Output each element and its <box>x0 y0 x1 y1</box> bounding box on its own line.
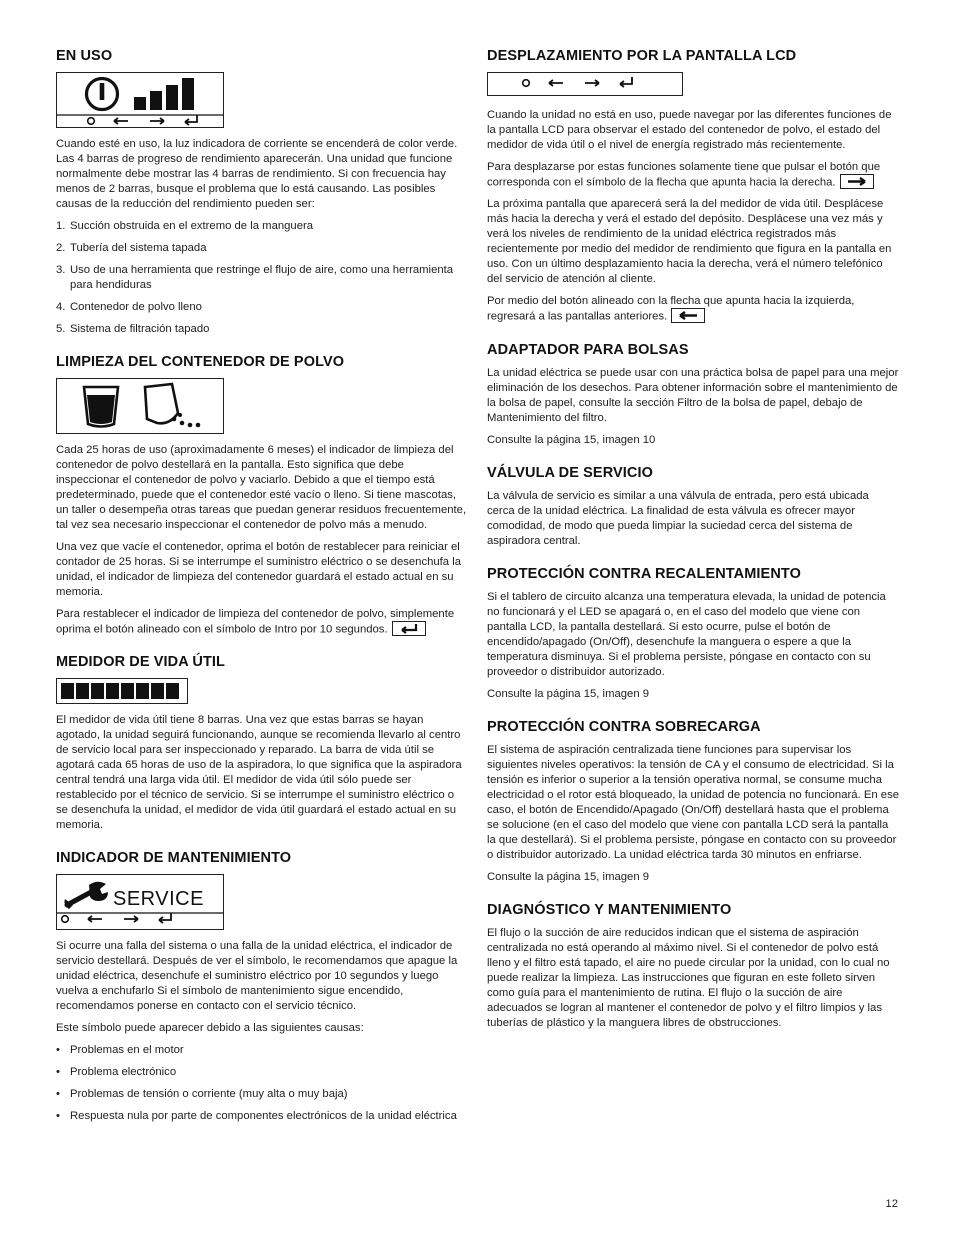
paragraph: Si ocurre una falla del sistema o una falla de la unidad eléctrica, el indicador de servicio destellará. Después de ver el símbolo, le recomendamos que apague la unidad eléctrica, desenchufe el suministro eléctrico por 10 segundos y luego vuelva a enchufarlo Si el símbolo de mantenimiento sigue encendido, recomendamos ponerse en contacto con el servicio técnico. <box>56 940 458 1013</box>
paragraph: La unidad eléctrica se puede usar con una práctica bolsa de papel para una mejor eliminación de los desechos. Para obtener información sobre el mantenimiento de la bolsa de papel, consulte la sección Filtro de la bolsa de papel, debajo de Mantenimiento del filtro. <box>487 366 899 424</box>
life-meter-bars-icon <box>57 679 187 703</box>
section-title: EN USO <box>56 48 113 64</box>
nav-keys-icon <box>523 77 632 87</box>
dust-container-full-icon <box>84 387 118 427</box>
list-item: 4. Contenedor de polvo lleno <box>56 301 202 313</box>
section-title: MEDIDOR DE VIDA ÚTIL <box>56 654 226 671</box>
enter-key-icon <box>392 621 426 636</box>
section-en-uso <box>56 48 468 337</box>
paragraph: Para restablecer el indicador de limpieza del contenedor de polvo, simplemente oprima el botón alineado con el símbolo de Intro por 10 segundos. <box>56 608 455 636</box>
paragraph: Cada 25 horas de uso (aproximadamente 6 meses) el indicador de limpieza del contenedor de polvo destellará en la pantalla. Esto significa que debe inspeccionar el contenedor de polvo y vaciarlo. Debido a que el tiempo está predeterminado, puede que el contenedor esté vacío o lleno. Si tiene mascotas, un taller o desempeña otras tareas que puedan generar residuos frecuentemente, tal vez sea necesario inspeccionar el contenedor de polvo más a menudo. <box>56 444 467 531</box>
section-title: ADAPTADOR PARA BOLSAS <box>487 341 689 358</box>
section-mantenimiento <box>56 850 468 1124</box>
list-item: • Respuesta nula por parte de componentes electrónicos de la unidad eléctrica <box>56 1110 457 1123</box>
wrench-icon <box>65 882 109 909</box>
paragraph: Consulte la página 15, imagen 9 <box>487 687 650 700</box>
paragraph: El flujo o la succión de aire reducidos indican que el sistema de aspiración centralizada no está operando al máximo nivel. Si el contenedor de polvo está lleno y el filtro está tapado, el aire no puede circular por la unidad, con lo cual no puede realizar la limpieza. Las instrucciones que figuran en este folleto sirven como guía para el mantenimiento de rutina. El flujo o la succión de aire adecuados se logran al mantener el contenedor de polvo y el filtro limpios y las tuberías de plástico y la manguera libres de obstrucciones. <box>487 926 890 1029</box>
lcd-nav-keys-display <box>487 72 683 96</box>
section-title: LIMPIEZA DEL CONTENEDOR DE POLVO <box>56 354 345 370</box>
paragraph: Una vez que vacíe el contenedor, oprima el botón de restablecer para reiniciar el contador de 25 horas. Si se interrumpe el suministro eléctrico o se desenchufa la unidad, el indicador de limpieza del contenedor guardará el estado actual en su memoria. <box>56 541 462 598</box>
nav-keys-icon <box>88 115 197 125</box>
bullet-list <box>56 1043 468 1124</box>
paragraph: Si el tablero de circuito alcanza una temperatura elevada, la unidad de potencia no funcionará y el LED se apagará o, en el caso del modelo que viene con pantalla LCD, la pantalla destellará. Si esto ocurre, pulse el botón de encendido/apagado (On/Off), desenchufe la manguera o espere a que la temperatura disminuya. Si el problema persiste, póngase en contacto con su proveedor o distribuidor autorizado. <box>487 590 886 678</box>
left-arrow-key-icon <box>671 308 705 323</box>
section-limpieza <box>56 354 468 637</box>
paragraph: Este símbolo puede aparecer debido a las siguientes causas: <box>56 1022 364 1035</box>
list-item: 3. Uso de una herramienta que restringe el flujo de aire, como una herramienta para hendiduras <box>56 264 454 291</box>
lcd-in-use-display <box>56 72 224 128</box>
section-title: PROTECCIÓN CONTRA RECALENTAMIENTO <box>487 565 801 582</box>
paragraph: El sistema de aspiración centralizada tiene funciones para supervisar los siguientes niveles operativos: la tensión de CA y el consumo de electricidad. Si la tensión es inferior o superior a la tensión operativa normal, se consume mucha electricidad o el rotor está bloqueado, la unidad de potencia no funcionará. En ese caso, el botón de Encendido/Apagado (On/Off) destellará hasta que el problema se solucione (en el caso del modelo que viene con pantalla LCD será la pantalla la que destellará). Si el problema persiste, póngase en contacto con su proveedor o distribuidor autorizado. La unidad eléctrica tarda 30 minutos en enfriarse. <box>487 743 899 861</box>
lcd-dust-container-display <box>56 378 224 434</box>
list-item: 1. Succión obstruida en el extremo de la manguera <box>56 220 314 232</box>
nav-keys-icon <box>62 913 171 923</box>
section-title: INDICADOR DE MANTENIMIENTO <box>56 850 292 867</box>
section-desplazamiento <box>487 48 899 325</box>
section-title: DESPLAZAMIENTO POR LA PANTALLA LCD <box>487 48 797 64</box>
left-column <box>56 48 468 1132</box>
list-item: • Problemas en el motor <box>56 1044 184 1057</box>
section-adaptador <box>487 342 899 448</box>
paragraph: Para desplazarse por estas funciones solamente tiene que pulsar el botón que corresponda con el símbolo de la flecha que apunta hacia la derecha. <box>487 161 881 189</box>
list-item: 5. Sistema de filtración tapado <box>56 323 210 335</box>
paragraph: Por medio del botón alineado con la flecha que apunta hacia la izquierda, regresará a las pantallas anteriores. <box>487 295 855 323</box>
section-sobrecarga <box>487 719 899 885</box>
page-number: 12 <box>885 1198 898 1210</box>
right-column <box>487 48 899 1038</box>
right-arrow-key-icon <box>840 174 874 189</box>
service-label: SERVICE <box>113 888 204 911</box>
section-valvula <box>487 465 899 549</box>
section-medidor <box>56 654 468 833</box>
section-title: VÁLVULA DE SERVICIO <box>487 464 653 481</box>
list-item: • Problemas de tensión o corriente (muy alta o muy baja) <box>56 1088 348 1101</box>
dust-container-empty-icon <box>145 384 200 427</box>
paragraph: Cuando la unidad no está en uso, puede navegar por las diferentes funciones de la pantalla LCD para observar el estado del contenedor de polvo, el estado del medidor de vida útil o el nivel de energía registrado más recientemente. <box>487 109 892 151</box>
paragraph: El medidor de vida útil tiene 8 barras. Una vez que estas barras se hayan agotado, la unidad seguirá funcionando, aunque se recomienda llevarlo al centro de servicio local para ser inspeccionado y reparado. La barra de vida útil se agotará cada 65 horas de uso de la aspiradora, lo que significa que la aspiradora central tendrá una larga vida útil. El medidor de vida útil sólo puede ser restablecido por el técnico de servicio. Si se interrumpe el suministro eléctrico o se desenchufa la unidad, el medidor de vida útil guardará el estado actual en su memoria. <box>56 714 462 832</box>
performance-bars-icon <box>134 78 194 110</box>
paragraph: La válvula de servicio es similar a una válvula de entrada, pero está ubicada cerca de la unidad eléctrica. La finalidad de esta válvula es ofrecer mayor comodidad, de modo que pueda limpiar la suciedad cerca del sistema de aspiradora central. <box>487 489 869 547</box>
section-title: DIAGNÓSTICO Y MANTENIMIENTO <box>487 901 732 918</box>
lcd-service-display <box>56 874 224 930</box>
lcd-life-meter-display <box>56 678 188 704</box>
paragraph: Consulte la página 15, imagen 9 <box>487 870 650 883</box>
paragraph: Cuando esté en uso, la luz indicadora de corriente se encenderá de color verde. Las 4 barras de progreso de rendimiento aparecerán. Una unidad que funcione normalmente debe mostrar las 4 barras de rendimiento. Si con frecuencia hay menos de 2 barras, busque el problema que lo está causando. Las posibles causas de la reducción del rendimiento pueden ser: <box>56 138 458 210</box>
section-diagnostico <box>487 902 899 1031</box>
power-icon <box>87 79 118 110</box>
paragraph: La próxima pantalla que aparecerá será la del medidor de vida útil. Desplácese más hacia la derecha y verá el estado del depósito. Desplácese una vez más y verá los niveles de rendimiento de la unidad eléctrica registrados más recientemente por medio del medidor de rendimiento que figura en la pantalla en uso. Con un último desplazamiento hacia la derecha, verá el número telefónico del servicio de atención al cliente. <box>487 198 892 286</box>
numbered-list <box>56 219 468 337</box>
list-item: • Problema electrónico <box>56 1066 177 1079</box>
section-recalentamiento <box>487 566 899 702</box>
paragraph: Consulte la página 15, imagen 10 <box>487 433 656 446</box>
section-title: PROTECCIÓN CONTRA SOBRECARGA <box>487 718 761 735</box>
list-item: 2. Tubería del sistema tapada <box>56 242 207 254</box>
